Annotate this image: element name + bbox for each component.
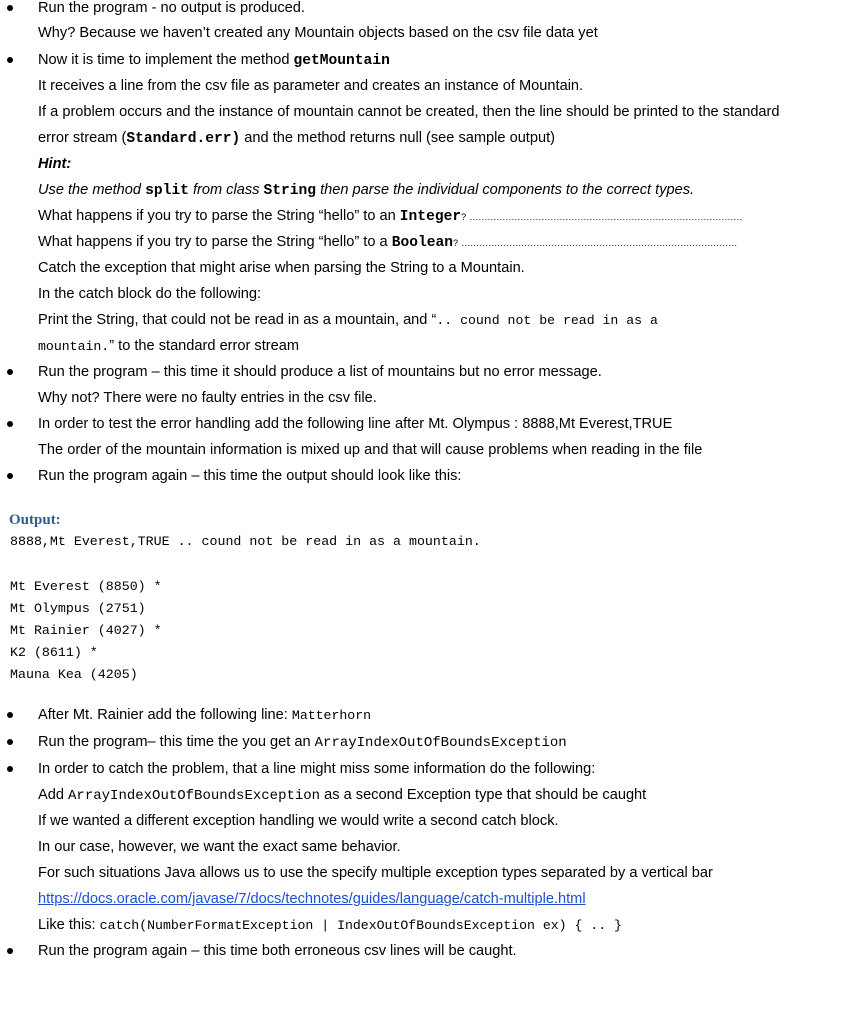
different-text: If we wanted a different exception handling we would write a second catch block.: [38, 813, 559, 829]
our-case-text: In our case, however, we want the exact same behavior.: [38, 839, 401, 855]
why-not-text: Why not? There were no faulty entries in the csv file.: [38, 390, 377, 406]
question-boolean: [38, 232, 738, 253]
bullet-icon: [7, 766, 13, 772]
bullet-icon: [7, 739, 13, 745]
text: Now it is time to implement the method: [38, 52, 294, 68]
step-catch-problem: In order to catch the problem, that a line might miss some information do the following:: [38, 761, 596, 777]
step-run-no-output: Run the program - no output is produced.: [38, 0, 305, 16]
output-error-line: 8888,Mt Everest,TRUE .. cound not be read in as a mountain.: [10, 534, 481, 549]
text: Run the program– this time the you get an: [38, 734, 315, 750]
text: and the method returns null (see sample output): [240, 130, 556, 146]
step-run-again: Run the program again – this time the output should look like this:: [38, 468, 462, 484]
text: Print the String, that could not be read in as a mountain, and “: [38, 312, 437, 328]
code-aioobe: ArrayIndexOutOfBoundsException: [68, 788, 321, 804]
add-exception-text: [38, 785, 646, 806]
order-text: The order of the mountain information is mixed up and that will cause problems when reading in the file: [38, 442, 703, 458]
catch-text: Catch the exception that might arise when parsing the String to a Mountain.: [38, 260, 525, 276]
text: as a second Exception type that should be caught: [320, 787, 647, 803]
why-text: Why? Because we haven’t created any Mountain objects based on the csv file data yet: [38, 25, 598, 41]
java-allows-text: For such situations Java allows us to use the specify multiple exception types separated by a vertical bar: [38, 865, 713, 881]
docs-link-line: [38, 889, 586, 909]
code-standard-err: Standard.err): [126, 131, 241, 147]
step-add-faulty-line: In order to test the error handling add the following line after Mt. Olympus : 8888,Mt Everest,TRUE: [38, 416, 673, 432]
text: ” to the standard error stream: [109, 338, 300, 354]
print-instruction-1: [38, 310, 658, 331]
text: After Mt. Rainier add the following line:: [38, 707, 292, 723]
catch-block-text: In the catch block do the following:: [38, 286, 262, 302]
bullet-icon: [7, 57, 13, 63]
hint-text: [38, 180, 694, 201]
text: Use the method: [38, 182, 146, 198]
text: from class: [188, 182, 264, 198]
code-error-message: .. cound not be read in as a: [436, 313, 658, 328]
answer-blank: ? ............................................................................................: [453, 238, 738, 248]
bullet-icon: [7, 948, 13, 954]
bullet-icon: [7, 421, 13, 427]
step-run-exception: [38, 732, 567, 753]
output-heading: Output:: [9, 512, 61, 528]
question-integer: [38, 206, 743, 227]
docs-link[interactable]: https://docs.oracle.com/javase/7/docs/technotes/guides/language/catch-multiple.html: [38, 891, 586, 907]
bullet-icon: [7, 473, 13, 479]
code-matterhorn: Matterhorn: [291, 708, 372, 723]
code-getmountain: getMountain: [293, 53, 390, 69]
output-line: Mt Everest (8850) *: [10, 579, 162, 594]
code-multi-catch: catch(NumberFormatException | IndexOutOfBoundsException ex) { .. }: [99, 918, 622, 933]
output-line: Mt Olympus (2751): [10, 601, 146, 616]
code-aioobe: ArrayIndexOutOfBoundsException: [314, 735, 567, 751]
text: Like this:: [38, 917, 100, 933]
code-boolean: Boolean: [391, 235, 453, 251]
problem-text-1: If a problem occurs and the instance of mountain cannot be created, then the line should be printed to the standard: [38, 104, 780, 120]
problem-text-2: [38, 128, 555, 149]
output-line: K2 (8611) *: [10, 645, 98, 660]
bullet-icon: [7, 712, 13, 718]
bullet-icon: [7, 5, 13, 11]
answer-blank: ? ...........................................................................................: [461, 212, 743, 222]
code-error-message: mountain.: [38, 339, 110, 354]
output-line: Mauna Kea (4205): [10, 667, 138, 682]
code-integer: Integer: [399, 209, 462, 225]
step-run-list: Run the program – this time it should produce a list of mountains but no error message.: [38, 364, 602, 380]
step-run-both-caught: Run the program again – this time both erroneous csv lines will be caught.: [38, 943, 517, 959]
receives-text: It receives a line from the csv file as parameter and creates an instance of Mountain.: [38, 78, 584, 94]
text: then parse the individual components to the correct types.: [316, 182, 695, 198]
text: What happens if you try to parse the String “hello” to a: [38, 234, 392, 250]
code-split: split: [145, 183, 189, 199]
text: Add: [38, 787, 69, 803]
like-this-text: [38, 915, 622, 936]
hint-heading: Hint:: [38, 156, 72, 172]
step-implement-getmountain: [38, 50, 390, 71]
bullet-icon: [7, 369, 13, 375]
print-instruction-2: [38, 336, 299, 357]
output-line: Mt Rainier (4027) *: [10, 623, 162, 638]
text: What happens if you try to parse the String “hello” to an: [38, 208, 400, 224]
code-string: String: [263, 183, 317, 199]
step-add-matterhorn: [38, 705, 371, 726]
text: error stream (: [38, 130, 127, 146]
